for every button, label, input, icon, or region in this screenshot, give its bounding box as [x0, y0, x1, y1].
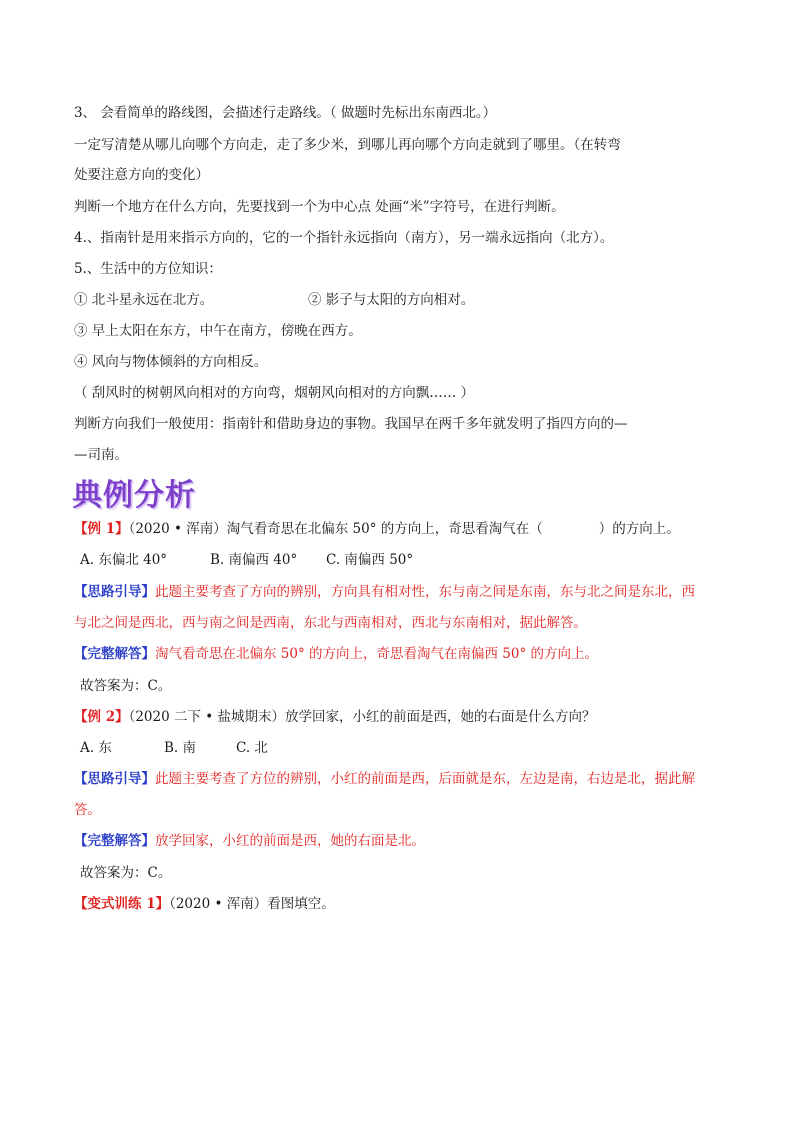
point-5-row-1 [74, 291, 734, 309]
point-5-title: 5.、生活中的方位知识： [74, 261, 222, 277]
variant-1-text: （2020 • 浑南）看图填空。 [169, 896, 335, 912]
example-1-hint-line-2: 与北之间是西北，西与南之间是西南，东北与西南相对，西北与东南相对，据此解答。 [74, 615, 587, 631]
example-2-option-b: B. 南 [164, 740, 197, 756]
example-1-question-end: ）的方向上。 [598, 521, 680, 537]
example-2-question [74, 708, 734, 726]
variant-1-question [74, 895, 734, 913]
point-3-line-1: 一定写清楚从哪儿向哪个方向走，走了多少米，到哪儿再向哪个方向走就到了哪里。（在转弯 [74, 137, 621, 153]
point-5-item-3: ③ 早上太阳在东方，中午在南方，傍晚在西方。 [74, 323, 362, 339]
point-3-line-2: 处要注意方向的变化） [74, 167, 209, 183]
example-2-question-text: （2020 二下 • 盐城期末）放学回家，小红的前面是西，她的右面是什么方向？ [128, 709, 596, 725]
example-1-question [74, 520, 734, 538]
point-3-line-3: 判断一个地方在什么方向，先要找到一个为中心点 处画“米”字符号，在进行判断。 [74, 199, 565, 215]
example-2-answer-text: 放学回家，小红的前面是西，她的右面是北。 [155, 833, 425, 849]
section-heading: 典例分析 [72, 478, 196, 513]
example-1-hint-text-1: 此题主要考查了方向的辨别，方向具有相对性，东与南之间是东南，东与北之间是东北，西 [155, 584, 695, 600]
example-1-options [80, 551, 740, 569]
example-1-hint-line-1 [74, 583, 734, 601]
point-5-note: （ 刮风时的树朝风向相对的方向弯，烟朝风向相对的方向飘…… ） [74, 385, 475, 401]
example-1-hint-label: 【思路引导】 [74, 584, 155, 600]
example-2-hint-line-1 [74, 770, 734, 788]
example-2-option-a: A. 东 [80, 740, 112, 756]
point-4: 4.、指南针是用来指示方向的，它的一个指针永远指向（南方），另一端永远指向（北方）。 [74, 230, 614, 246]
example-1-answer [74, 645, 734, 663]
point-5-item-2: ② 影子与太阳的方向相对。 [308, 292, 475, 308]
example-1-conclusion: 故答案为：C。 [80, 678, 172, 694]
point-6-line-2: —司南。 [74, 447, 128, 463]
variant-1-label: 【变式训练 1】 [74, 896, 170, 912]
example-2-hint-label: 【思路引导】 [74, 771, 155, 787]
example-1-option-a: A. 东偏北 40° [80, 552, 168, 568]
example-2-hint-text-1: 此题主要考查了方位的辨别，小红的前面是西，后面就是东，左边是南，右边是北，据此解 [155, 771, 695, 787]
example-1-label: 【例 1】 [74, 521, 129, 537]
example-2-options [80, 739, 740, 757]
example-1-question-text: （2020 • 浑南）淘气看奇思在北偏东 50° 的方向上，奇思看淘气在（ [128, 521, 543, 537]
example-2-label: 【例 2】 [74, 709, 129, 725]
example-1-option-c: C. 南偏西 50° [326, 552, 414, 568]
example-2-conclusion: 故答案为：C。 [80, 865, 172, 881]
example-1-answer-label: 【完整解答】 [74, 646, 155, 662]
example-2-option-c: C. 北 [236, 740, 268, 756]
point-5-item-4: ④ 风向与物体倾斜的方向相反。 [74, 354, 268, 370]
point-3-title: 3、 会看简单的路线图，会描述行走路线。（ 做题时先标出东南西北。） [74, 105, 497, 121]
example-2-hint-line-2: 答。 [74, 802, 101, 818]
example-2-answer [74, 832, 734, 850]
example-1-answer-text: 淘气看奇思在北偏东 50° 的方向上，奇思看淘气在南偏西 50° 的方向上。 [155, 646, 599, 662]
point-6-line-1: 判断方向我们一般使用：指南针和借助身边的事物。我国早在两千多年就发明了指四方向的— [74, 416, 628, 432]
example-2-answer-label: 【完整解答】 [74, 833, 155, 849]
example-1-option-b: B. 南偏西 40° [210, 552, 298, 568]
point-5-item-1: ① 北斗星永远在北方。 [74, 292, 214, 308]
